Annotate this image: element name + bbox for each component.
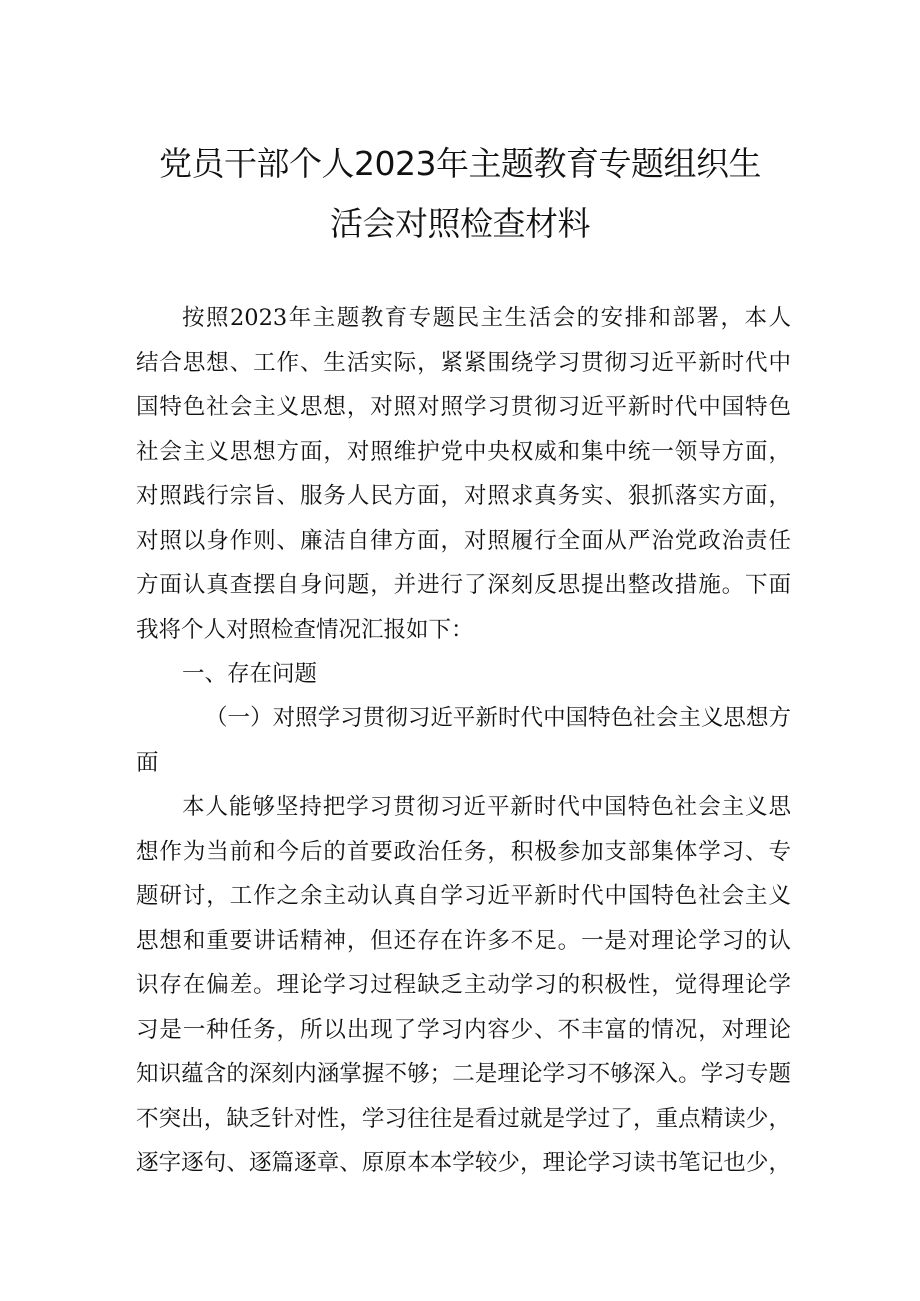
body-line: 结合思想、工作、生活实际，紧紧围绕学习贯彻习近平新时代中 xyxy=(136,350,791,376)
body-line: 对照践行宗旨、服务人民方面，对照求真务实、狠抓落实方面， xyxy=(136,483,791,509)
title-line-1: 党员干部个人2023年主题教育专题组织生 xyxy=(159,144,761,183)
body-line: 思想和重要讲话精神，但还存在许多不足。一是对理论学习的认 xyxy=(136,928,791,954)
body-line: 识存在偏差。理论学习过程缺乏主动学习的积极性，觉得理论学 xyxy=(136,972,791,998)
subsection-heading-cont: 面 xyxy=(136,750,159,776)
body-line: 知识蕴含的深刻内涵掌握不够；二是理论学习不够深入。学习专题 xyxy=(136,1061,791,1087)
body-line: 国特色社会主义思想，对照对照学习贯彻习近平新时代中国特色 xyxy=(136,394,791,420)
body-line: 题研讨，工作之余主动认真自学习近平新时代中国特色社会主义 xyxy=(136,883,791,909)
body-line: 逐字逐句、逐篇逐章、原原本本学较少，理论学习读书笔记也少， xyxy=(136,1150,791,1176)
subsection-heading: （一）对照学习贯彻习近平新时代中国特色社会主义思想方 xyxy=(205,705,791,731)
body-line: 本人能够坚持把学习贯彻习近平新时代中国特色社会主义思 xyxy=(182,794,791,820)
section-heading: 一、存在问题 xyxy=(182,661,318,687)
body-line: 社会主义思想方面，对照维护党中央权威和集中统一领导方面， xyxy=(136,439,791,465)
title-line-2: 活会对照检查材料 xyxy=(330,204,590,243)
body-line: 我将个人对照检查情况汇报如下： xyxy=(136,617,474,643)
body-line: 习是一种任务，所以出现了学习内容少、不丰富的情况，对理论 xyxy=(136,1017,791,1043)
body-line: 按照2023年主题教育专题民主生活会的安排和部署，本人 xyxy=(182,305,791,331)
body-line: 方面认真查摆自身问题，并进行了深刻反思提出整改措施。下面 xyxy=(136,572,791,598)
body-line: 想作为当前和今后的首要政治任务，积极参加支部集体学习、专 xyxy=(136,839,791,865)
body-line: 对照以身作则、廉洁自律方面，对照履行全面从严治党政治责任 xyxy=(136,528,791,554)
body-line: 不突出，缺乏针对性，学习往往是看过就是学过了，重点精读少， xyxy=(136,1106,791,1132)
